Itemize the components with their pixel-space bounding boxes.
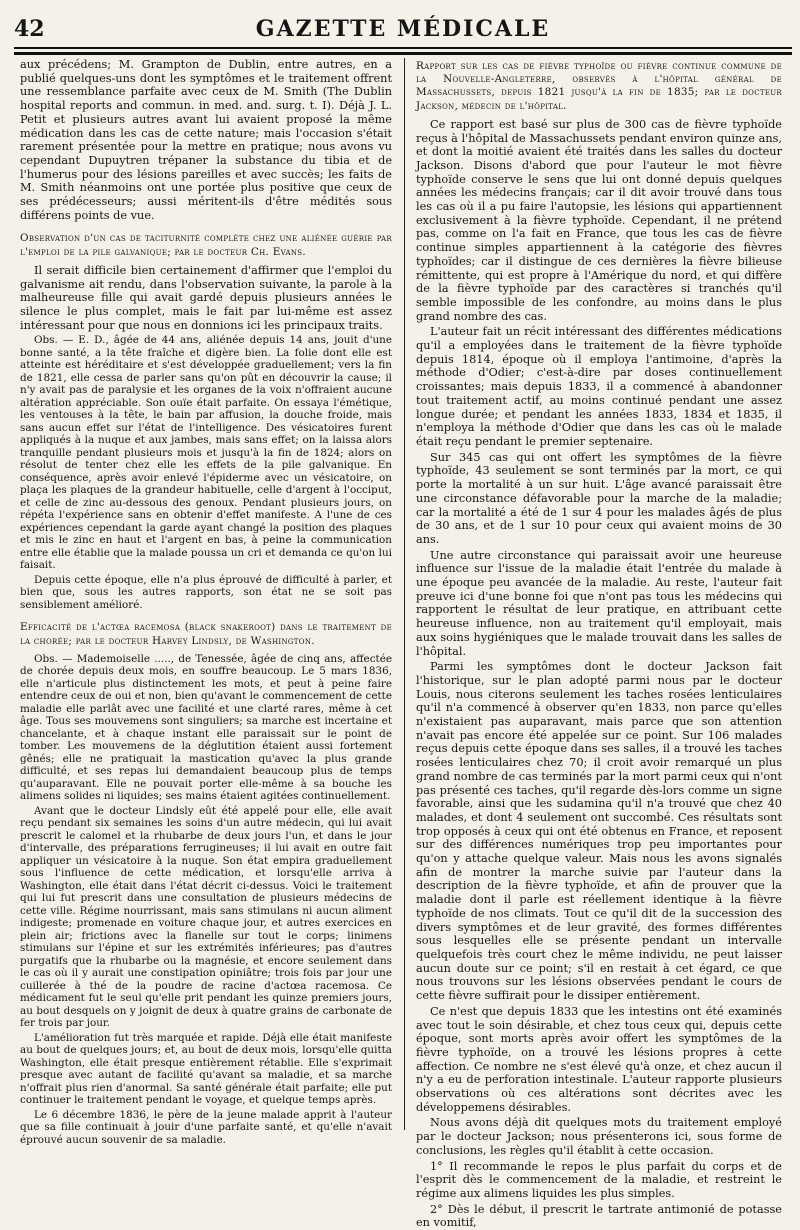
observation-paragraph: Obs. — Mademoiselle ....., de Tenessée, âgée de cinq ans, affectée de chorée depuis deux mois, en souffre beaucoup. Le 5 mars 1836, elle n'articule plus distinctement les mots, et peut à peine faire entendre ceux de oui et non, bien qu'avant le commencement de cette maladie elle parlât avec une facilité et une clarté rares, même à cet âge. Tous ses mouvemens sont singuliers; sa marche est incertaine et chancelante, et à chaque instant elle paraissait sur le point de tomber. Les mouvemens de la déglutition étaient aussi fortement gênés; elle ne pratiquait la mastication qu'avec la plus grande difficulté, et ses repas lui demandaient beaucoup plus de temps qu'auparavant. Elle ne pouvait porter elle-même à sa bouche les alimens solides ni liquides; ses mains étaient agitées continuellement.	[20, 652, 392, 803]
paragraph: Sur 345 cas qui ont offert les symptômes de la fièvre typhoïde, 43 seulement se sont terminés par la mort, ce qui porte la mortalité à un sur huit. L'âge avancé paraissait être une circonstance défavorable pour la marche de la maladie; car la mortalité a été de 1 sur 4 pour les malades âgés de plus de 30 ans, et de 1 sur 10 pour ceux qui avaient moins de 30 ans.	[416, 450, 782, 546]
article-heading: Efficacité de l'actœa racemosa (black snakeroot) dans le traitement de la chorée; par le docteur Harvey Lindsly, de Washington.	[20, 621, 392, 647]
column-divider	[404, 58, 405, 1130]
header-rule-thin	[14, 47, 792, 49]
paragraph: Il serait difficile bien certainement d'affirmer que l'emploi du galvanisme ait rendu, dans l'observation suivante, la parole à la malheureuse fille qui avait gardé depuis plusieurs années le silence le plus complet, mais le fait par lui-même est assez intéressant pour que nous en donnions ici les principaux traits.	[20, 263, 392, 332]
paragraph: 1° Il recommande le repos le plus parfait du corps et de l'esprit dès le commencement de la maladie, et restreint le régime aux alimens liquides les plus simples.	[416, 1159, 782, 1200]
paragraph: Une autre circonstance qui paraissait avoir une heureuse influence sur l'issue de la maladie était l'entrée du malade à une époque peu avancée de la maladie. Au reste, l'auteur fait preuve ici d'une bonne foi que n'ont pas tous les médecins qui rapportent le résultat de leur pratique, en attribuant cette heureuse influence, non au traitement qu'il employait, mais aux soins hygiéniques que le malade trouvait dans les salles de l'hôpital.	[416, 548, 782, 658]
paragraph: Ce rapport est basé sur plus de 300 cas de fièvre typhoïde reçus à l'hôpital de Massachussets pendant environ quinze ans, et dont la moitié avaient été traités dans les salles du docteur Jackson. Disons d'abord que pour l'auteur le mot fièvre typhoïde conserve le sens que lui ont donné depuis quelques années les médecins français; car il dit avoir trouvé dans tous les cas où il a pu faire l'autopsie, les lésions qui appartiennent exclusivement à la fièvre typhoïde. Cependant, il ne prétend pas, comme on l'a fait en France, que tous les cas de fièvre continue simples appartiennent à la catégorie des fièvres typhoïdes; car il distingue de ces dernières la fièvre bilieuse rémittente, qui est propre à l'Amérique du nord, et qui diffère de la fièvre typhoïde par des caractères si tranchés qu'il semble impossible de les confondre, au moins dans le plus grand nombre des cas.	[416, 117, 782, 323]
paragraph: Parmi les symptômes dont le docteur Jackson fait l'historique, sur le plan adopté parmi nous par le docteur Louis, nous citerons seulement les taches rosées lenticulaires qu'il n'a commencé à observer qu'en 1833, non parce qu'elles n'existaient pas auparavant, mais parce que son attention n'avait pas encore été appelée sur ce point. Sur 106 malades reçus depuis cette époque dans ses salles, il a trouvé les taches rosées lenticulaires chez 70; il croit avoir remarqué un plus grand nombre de cas terminés par la mort parmi ceux qui n'ont pas présenté ces taches, qu'il regarde dès-lors comme un signe favorable, ainsi que les sudamina qu'il n'a trouvé que chez 40 malades, et dont 4 seulement ont succombé. Ces résultats sont trop opposés à ceux qui ont été obtenus en France, et reposent sur des différences numériques trop peu importantes pour qu'on y attache quelque valeur. Mais nous les avons signalés afin de montrer la marche suivie par l'auteur dans la description de la fièvre typhoïde, et afin de prouver que la maladie dont il parle est réellement identique à la fièvre typhoïde de nos climats. Tout ce qu'il dit de la succession des divers symptômes et de leur gravité, des formes différentes sous lesquelles elle se présente pendant un intervalle quelquefois très court chez le même individu, ne peut laisser aucun doute sur ce point; s'il en restait à cet égard, ce que nous trouvons sur les lésions observées pendant le cours de cette fièvre suffirait pour le dissiper entièrement.	[416, 660, 782, 1003]
header-rule-thick	[14, 52, 792, 55]
observation-paragraph: Le 6 décembre 1836, le père de la jeune malade apprit à l'auteur que sa fille continuait à jouir d'une parfaite santé, et qu'elle n'avait éprouvé aucun souvenir de sa maladie.	[20, 1108, 392, 1146]
article-heading: Rapport sur les cas de fièvre typhoïde ou fièvre continue commune de la Nouvelle-Angleterre, observés à l'hôpital général de Massachussets, depuis 1821 jusqu'à la fin de 1835; par le docteur Jackson, médecin de l'hôpital.	[416, 60, 782, 112]
journal-title: GAZETTE MÉDICALE	[255, 16, 551, 42]
page-number: 42	[14, 16, 45, 42]
paragraph: Nous avons déjà dit quelques mots du traitement employé par le docteur Jackson; nous présenterons ici, sous forme de conclusions, les règles qu'il établit à cette occasion.	[416, 1116, 782, 1157]
left-column	[20, 58, 392, 1146]
right-column	[416, 58, 782, 1230]
observation-paragraph: L'amélioration fut très marquée et rapide. Déjà elle était manifeste au bout de quelques jours; et, au bout de deux mois, lorsqu'elle quitta Washington, elle était presque entièrement rétablie. Elle s'exprimait presque avec autant de facilité qu'avant sa maladie, et sa marche n'offrait plus rien d'anormal. Sa santé générale était parfaite; elle put continuer le traitement pendant le voyage, et quelque temps après.	[20, 1031, 392, 1107]
page-header	[14, 14, 792, 44]
paragraph: Ce n'est que depuis 1833 que les intestins ont été examinés avec tout le soin désirable, et chez tous ceux qui, depuis cette époque, sont morts après avoir offert les symptômes de la fièvre typhoïde, on a trouvé les lésions propres à cette affection. Ce nombre ne s'est élevé qu'à onze, et chez aucun il n'y a eu de perforation intestinale. L'auteur rapporte plusieurs observations où ces altérations sont décrites avec les développemens désirables.	[416, 1004, 782, 1114]
paragraph: aux précédens; M. Grampton de Dublin, entre autres, en a publié quelques-uns dont les symptômes et le traitement offrent une ressemblance parfaite avec ceux de M. Smith (The Dublin hospital reports and commun. in med. and. surg. t. I). Déjà J. L. Petit et plusieurs autres avant lui avaient proposé la même médication dans les cas de cette nature; mais l'occasion s'était rarement présentée pour la mettre en pratique; nous avons vu cependant Dupuytren trépaner la substance du tibia et de l'humerus pour des lésions pareilles et avec succès; les faits de M. Smith néanmoins ont une portée plus positive que ceux de ses prédécesseurs; aussi méritent-ils d'être médités sous différens points de vue.	[20, 58, 392, 222]
article-heading: Observation d'un cas de taciturnité complète chez une aliénée guérie par l'emploi de la pile galvanique; par le docteur Ch. Evans.	[20, 232, 392, 258]
paragraph: 2° Dès le début, il prescrit le tartrate antimonié de potasse en vomitif,	[416, 1202, 782, 1230]
observation-paragraph: Depuis cette époque, elle n'a plus éprouvé de difficulté à parler, et bien que, sous les autres rapports, son état ne se soit pas sensiblement amélioré.	[20, 573, 392, 611]
paragraph: L'auteur fait un récit intéressant des différentes médications qu'il a employées dans le traitement de la fièvre typhoïde depuis 1814, époque où il employa l'antimoine, d'après la méthode d'Odier; c'est-à-dire par doses continuellement croissantes; mais depuis 1833, il a commencé à abandonner tout traitement actif, au moins continué pendant une assez longue durée; et pendant les années 1833, 1834 et 1835, il n'employa la méthode d'Odier que dans les cas où le malade était reçu pendant le premier septenaire.	[416, 325, 782, 448]
observation-paragraph: Avant que le docteur Lindsly eût été appelé pour elle, elle avait reçu pendant six semaines les soins d'un autre médecin, qui lui avait prescrit le calomel et la rhubarbe de deux jours l'un, et dans le jour d'intervalle, des préparations ferrugineuses; il lui avait en outre fait appliquer un vésicatoire à la nuque. Son état empira graduellement sous l'influence de cette médication, et lorsqu'elle arriva à Washington, elle était dans l'état décrit ci-dessus. Voici le traitement qui lui fut prescrit dans une consultation de plusieurs médecins de cette ville. Régime nourrissant, mais sans stimulans ni aucun aliment indigeste; promenade en voiture chaque jour, et autres exercices en plein air; frictions avec la flanelle sur tout le corps; linimens stimulans sur l'épine et sur les extrémités inférieures; pas d'autres purgatifs que la rhubarbe ou la magnésie, et encore seulement dans le cas où il y aurait une constipation opiniâtre; trois fois par jour une cuillerée à thé de la poudre de racine d'actœa racemosa. Ce médicament fut le seul qu'elle prit pendant les quinze premiers jours, au bout desquels on y joignit de deux à quatre grains de carbonate de fer trois par jour.	[20, 804, 392, 1030]
observation-paragraph: Obs. — E. D., âgée de 44 ans, aliénée depuis 14 ans, jouit d'une bonne santé, a la tête fraîche et digère bien. La folie dont elle est atteinte est héréditaire et s'est développée graduellement; vers la fin de 1821, elle cessa de parler sans qu'on pût en découvrir la cause; il n'y avait pas de paralysie et les organes de la voix n'offraient aucune altération appréciable. Son ouïe était parfaite. On essaya l'émétique, les ventouses à la tête, le bain par affusion, la douche froide, mais sans aucun effet sur l'état de l'intelligence. Des vésicatoires furent appliqués à la nuque et aux jambes, mais sans effet; on la laissa alors tranquille pendant plusieurs mois et jusqu'à la fin de 1824; alors on résolut de tenter chez elle les effets de la pile galvanique. En conséquence, après avoir enlevé l'épiderme avec un vésicatoire, on plaça les plaques de la grandeur habituelle, celle d'argent à l'occiput, et celle de zinc au-dessous des genoux. Pendant plusieurs jours, on répéta l'expérience sans en obtenir d'effet manifeste. A l'une de ces expériences cependant la garde ayant changé la position des plaques et mis le zinc en haut et l'argent en bas, à peine la communication entre elle établie que la malade poussa un cri et demanda ce qu'on lui faisait.	[20, 334, 392, 572]
